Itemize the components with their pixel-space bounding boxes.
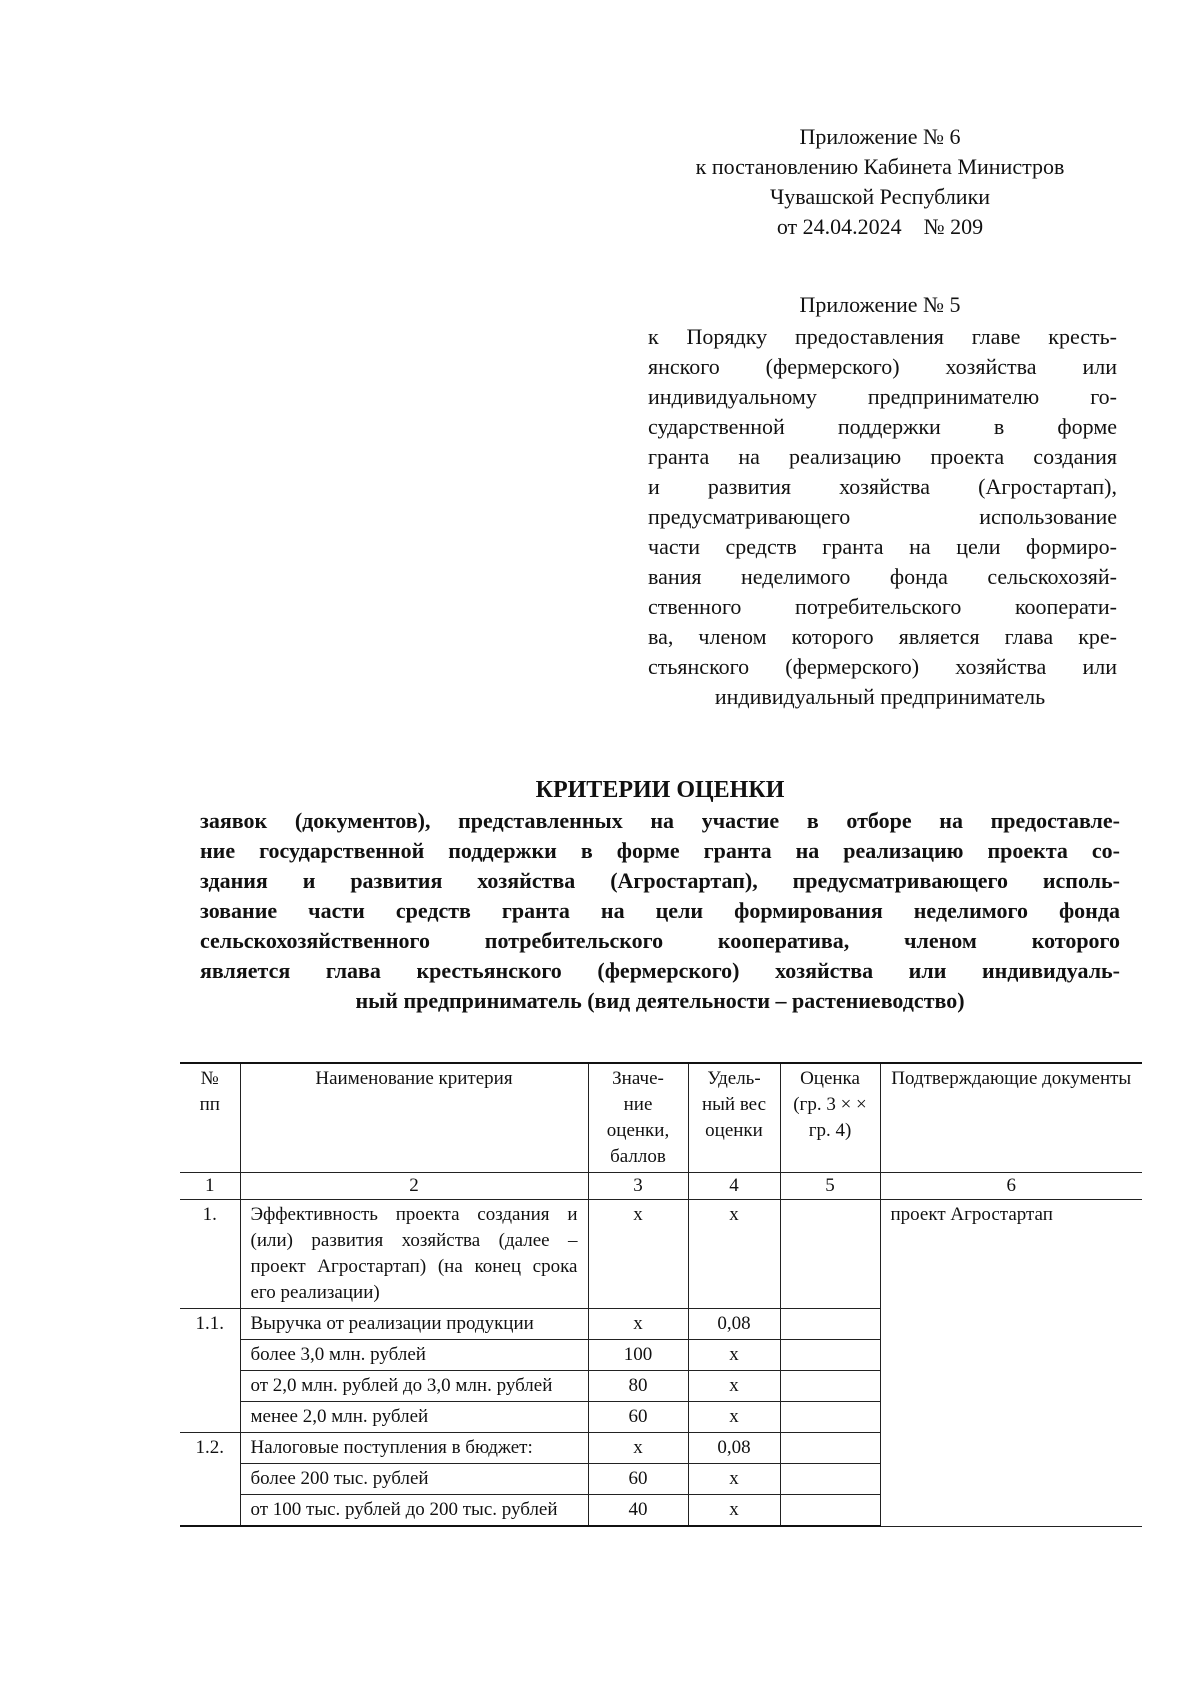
appendix-5-line: ственного потребительского кооперати- — [648, 594, 1117, 619]
row-weight: x — [688, 1371, 780, 1402]
criteria-subtitle — [200, 806, 1120, 1016]
row-score — [780, 1371, 880, 1402]
appendix-5-line: янского (фермерского) хозяйства или — [648, 354, 1117, 379]
header-value: Значе-ние оценки, баллов — [588, 1063, 688, 1173]
row-weight: x — [688, 1495, 780, 1527]
appendix-5-last-line: индивидуальный предприниматель — [714, 684, 1046, 709]
appendix-5-line: гранта на реализацию проекта создания — [648, 444, 1117, 469]
appendix-6-date: от 24.04.2024 № 209 — [776, 214, 984, 239]
row-score — [780, 1402, 880, 1433]
appendix-5-line: ва, членом которого является глава кре- — [648, 624, 1117, 649]
row-weight: x — [688, 1200, 780, 1309]
table-header-row — [180, 1063, 1142, 1173]
criteria-subtitle-line: зование части средств гранта на цели формирования неделимого фонда — [200, 898, 1120, 923]
row-name: менее 2,0 млн. рублей — [240, 1402, 588, 1433]
row-docs: проект Агростартап — [880, 1200, 1142, 1527]
row-name: Эффективность проекта создания и (или) развития хозяйства (далее – проект Агростартап) (на конец срока его реализации) — [240, 1200, 588, 1309]
column-number: 2 — [240, 1173, 588, 1200]
appendix-5-line: предусматривающего использование — [648, 504, 1117, 529]
header-num: № пп — [180, 1063, 240, 1173]
header-score: Оценка (гр. 3 × × гр. 4) — [780, 1063, 880, 1173]
appendix-5-line: стьянского (фермерского) хозяйства или — [648, 654, 1117, 679]
header-weight: Удель-ный вес оценки — [688, 1063, 780, 1173]
column-number: 3 — [588, 1173, 688, 1200]
row-name: Налоговые поступления в бюджет: — [240, 1433, 588, 1464]
appendix-6-line: Чувашской Республики — [769, 184, 991, 209]
appendix-5-line: к Порядку предоставления главе кресть- — [648, 324, 1117, 349]
row-weight: 0,08 — [688, 1309, 780, 1340]
row-value: x — [588, 1433, 688, 1464]
row-num — [180, 1340, 240, 1371]
appendix-6-header — [640, 122, 1120, 242]
row-score — [780, 1309, 880, 1340]
criteria-subtitle-line: сельскохозяйственного потребительского кооператива, членом которого — [200, 928, 1120, 953]
row-value: x — [588, 1200, 688, 1309]
criteria-subtitle-line: здания и развития хозяйства (Агростартап), предусматривающего исполь- — [200, 868, 1120, 893]
column-number: 5 — [780, 1173, 880, 1200]
row-value: x — [588, 1309, 688, 1340]
row-weight: x — [688, 1402, 780, 1433]
row-weight: 0,08 — [688, 1433, 780, 1464]
row-weight: x — [688, 1464, 780, 1495]
row-name: Выручка от реализации продукции — [240, 1309, 588, 1340]
criteria-subtitle-line: является глава крестьянского (фермерского) хозяйства или индивидуаль- — [200, 958, 1120, 983]
row-name: от 100 тыс. рублей до 200 тыс. рублей — [240, 1495, 588, 1527]
row-value: 60 — [588, 1464, 688, 1495]
row-num — [180, 1464, 240, 1495]
row-score — [780, 1200, 880, 1309]
appendix-6-line: к постановлению Кабинета Министров — [695, 154, 1065, 179]
row-value: 100 — [588, 1340, 688, 1371]
header-docs: Подтверждающие документы — [880, 1063, 1142, 1173]
row-num: 1.2. — [180, 1433, 240, 1464]
header-name: Наименование критерия — [240, 1063, 588, 1173]
appendix-5-line: части средств гранта на цели формиро- — [648, 534, 1117, 559]
appendix-5-title: Приложение № 5 — [799, 292, 961, 317]
row-num — [180, 1402, 240, 1433]
column-number: 4 — [688, 1173, 780, 1200]
row-value: 40 — [588, 1495, 688, 1527]
appendix-5-line: индивидуальному предпринимателю го- — [648, 384, 1117, 409]
table-row — [180, 1200, 1142, 1309]
appendix-5-line: и развития хозяйства (Агростартап), — [648, 474, 1117, 499]
row-weight: x — [688, 1340, 780, 1371]
appendix-5-body — [648, 322, 1117, 682]
row-value: 80 — [588, 1371, 688, 1402]
row-num: 1. — [180, 1200, 240, 1309]
row-score — [780, 1340, 880, 1371]
row-num: 1.1. — [180, 1309, 240, 1340]
row-num — [180, 1371, 240, 1402]
criteria-subtitle-line: заявок (документов), представленных на участие в отборе на предоставле- — [200, 808, 1120, 833]
appendix-5-line: сударственной поддержки в форме — [648, 414, 1117, 439]
criteria-title: КРИТЕРИИ ОЦЕНКИ — [535, 777, 785, 803]
appendix-6-title: Приложение № 6 — [799, 124, 961, 149]
row-name: от 2,0 млн. рублей до 3,0 млн. рублей — [240, 1371, 588, 1402]
column-number-row — [180, 1173, 1142, 1200]
criteria-subtitle-line: ный предприниматель (вид деятельности – растениеводство) — [355, 988, 965, 1013]
row-score — [780, 1433, 880, 1464]
column-number: 1 — [180, 1173, 240, 1200]
row-value: 60 — [588, 1402, 688, 1433]
row-score — [780, 1464, 880, 1495]
row-name: более 200 тыс. рублей — [240, 1464, 588, 1495]
column-number: 6 — [880, 1173, 1142, 1200]
row-num — [180, 1495, 240, 1527]
appendix-5-line: вания неделимого фонда сельскохозяй- — [648, 564, 1117, 589]
criteria-table — [180, 1062, 1142, 1527]
row-score — [780, 1495, 880, 1527]
criteria-subtitle-line: ние государственной поддержки в форме гранта на реализацию проекта со- — [200, 838, 1120, 863]
row-name: более 3,0 млн. рублей — [240, 1340, 588, 1371]
